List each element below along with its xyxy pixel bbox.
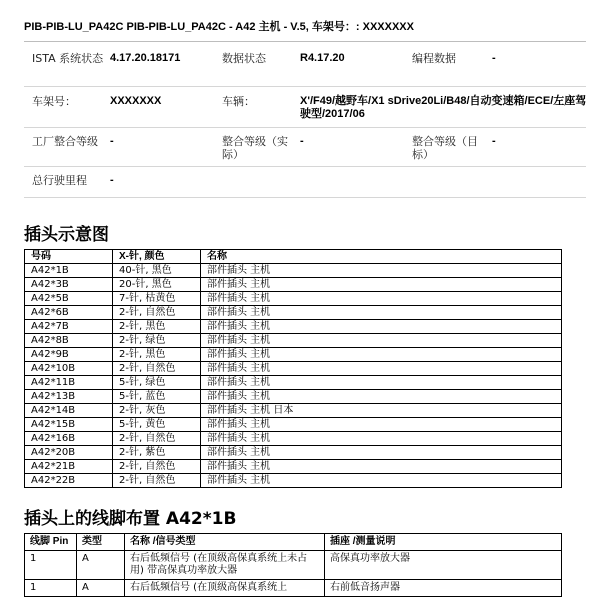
connector-number-cell: A42*20B <box>25 446 113 460</box>
connector-name-cell: 部件插头 主机 <box>201 418 562 432</box>
target-level-label: 整合等级（目标） <box>412 135 478 161</box>
table-row <box>25 446 562 460</box>
table-row <box>25 474 562 488</box>
table-row <box>25 580 562 597</box>
socket-description-cell: 右前低音扬声器 <box>325 580 562 597</box>
mileage-value: - <box>110 174 114 186</box>
connector-number-cell: A42*7B <box>25 320 113 334</box>
table-row <box>25 362 562 376</box>
connector-name-cell: 部件插头 主机 <box>201 278 562 292</box>
ista-status-label: ISTA 系统状态 <box>32 52 104 65</box>
pin-number-cell: 1 <box>25 580 77 597</box>
table-row <box>25 460 562 474</box>
column-header-type: 类型 <box>77 534 125 551</box>
connector-table <box>24 249 562 488</box>
document-header <box>24 18 586 42</box>
table-row <box>25 334 562 348</box>
pins-color-cell: 2-针, 紫色 <box>113 446 201 460</box>
connector-number-cell: A42*21B <box>25 460 113 474</box>
data-status-label: 数据状态 <box>222 52 266 65</box>
pins-color-cell: 2-针, 黑色 <box>113 320 201 334</box>
table-row <box>25 278 562 292</box>
vin-value: XXXXXXX <box>110 95 162 107</box>
table-header-row <box>25 534 562 551</box>
programming-data-label: 编程数据 <box>412 52 456 65</box>
table-header-row <box>25 250 562 264</box>
connector-name-cell: 部件插头 主机 <box>201 334 562 348</box>
connector-number-cell: A42*1B <box>25 264 113 278</box>
table-row <box>25 376 562 390</box>
actual-level-value: - <box>300 135 304 147</box>
divider <box>24 127 586 128</box>
connector-name-cell: 部件插头 主机 <box>201 390 562 404</box>
table-row <box>25 348 562 362</box>
connector-name-cell: 部件插头 主机 日本 <box>201 404 562 418</box>
pins-color-cell: 5-针, 绿色 <box>113 376 201 390</box>
pins-color-cell: 2-针, 灰色 <box>113 404 201 418</box>
factory-level-label: 工厂整合等级 <box>32 135 98 148</box>
column-header-name: 名称 <box>201 250 562 264</box>
pin-type-cell: A <box>77 551 125 580</box>
pins-color-cell: 2-针, 自然色 <box>113 474 201 488</box>
mileage-label: 总行驶里程 <box>32 174 87 187</box>
connector-number-cell: A42*14B <box>25 404 113 418</box>
vehicle-value: X'/F49/越野车/X1 sDrive20Li/B48/自动变速箱/ECE/左座驾驶型/2017/06 <box>300 95 587 120</box>
connector-section-title: 插头示意图 <box>24 225 109 245</box>
pins-color-cell: 2-针, 自然色 <box>113 432 201 446</box>
connector-name-cell: 部件插头 主机 <box>201 362 562 376</box>
connector-number-cell: A42*10B <box>25 362 113 376</box>
pins-color-cell: 5-针, 黄色 <box>113 418 201 432</box>
table-row <box>25 292 562 306</box>
connector-number-cell: A42*11B <box>25 376 113 390</box>
pin-type-cell: A <box>77 580 125 597</box>
connector-number-cell: A42*8B <box>25 334 113 348</box>
table-row <box>25 418 562 432</box>
connector-number-cell: A42*15B <box>25 418 113 432</box>
connector-name-cell: 部件插头 主机 <box>201 446 562 460</box>
connector-number-cell: A42*6B <box>25 306 113 320</box>
table-row <box>25 306 562 320</box>
table-row <box>25 390 562 404</box>
pins-color-cell: 20-针, 黑色 <box>113 278 201 292</box>
pins-color-cell: 2-针, 黑色 <box>113 348 201 362</box>
divider <box>24 86 586 87</box>
pins-color-cell: 2-针, 自然色 <box>113 306 201 320</box>
pin-section-title: 插头上的线脚布置 A42*1B <box>24 509 237 529</box>
pins-color-cell: 2-针, 绿色 <box>113 334 201 348</box>
connector-number-cell: A42*13B <box>25 390 113 404</box>
pins-color-cell: 7-针, 枯黄色 <box>113 292 201 306</box>
divider <box>24 197 586 198</box>
column-header-number: 号码 <box>25 250 113 264</box>
column-header-pins-color: X-针, 颜色 <box>113 250 201 264</box>
table-row <box>25 551 562 580</box>
data-status-value: R4.17.20 <box>300 52 345 64</box>
connector-number-cell: A42*9B <box>25 348 113 362</box>
connector-number-cell: A42*16B <box>25 432 113 446</box>
table-row <box>25 264 562 278</box>
pins-color-cell: 5-针, 蓝色 <box>113 390 201 404</box>
programming-data-value: - <box>492 52 496 64</box>
connector-name-cell: 部件插头 主机 <box>201 432 562 446</box>
connector-name-cell: 部件插头 主机 <box>201 292 562 306</box>
connector-number-cell: A42*22B <box>25 474 113 488</box>
pin-assignment-table <box>24 533 562 597</box>
connector-name-cell: 部件插头 主机 <box>201 264 562 278</box>
connector-name-cell: 部件插头 主机 <box>201 376 562 390</box>
actual-level-label: 整合等级（实际） <box>222 135 288 161</box>
divider <box>24 166 586 167</box>
column-header-socket: 插座 /测量说明 <box>325 534 562 551</box>
table-row <box>25 320 562 334</box>
connector-name-cell: 部件插头 主机 <box>201 348 562 362</box>
table-row <box>25 404 562 418</box>
connector-name-cell: 部件插头 主机 <box>201 460 562 474</box>
connector-name-cell: 部件插头 主机 <box>201 320 562 334</box>
ista-status-value: 4.17.20.18171 <box>110 52 181 64</box>
document-title: PIB-PIB-LU_PA42C PIB-PIB-LU_PA42C - A42 主机 - V.5, 车架号：: XXXXXXX <box>24 21 414 33</box>
vehicle-label: 车辆： <box>222 95 255 108</box>
pins-color-cell: 2-针, 自然色 <box>113 362 201 376</box>
connector-number-cell: A42*5B <box>25 292 113 306</box>
signal-name-cell: 右后低频信号 (在顶级高保真系统上未占用) 带高保真功率放大器 <box>125 551 325 580</box>
vin-label: 车架号： <box>32 95 76 108</box>
target-level-value: - <box>492 135 496 147</box>
table-row <box>25 432 562 446</box>
connector-name-cell: 部件插头 主机 <box>201 474 562 488</box>
factory-level-value: - <box>110 135 114 147</box>
connector-name-cell: 部件插头 主机 <box>201 306 562 320</box>
signal-name-cell: 右后低频信号 (在顶级高保真系统上 <box>125 580 325 597</box>
connector-number-cell: A42*3B <box>25 278 113 292</box>
socket-description-cell: 高保真功率放大器 <box>325 551 562 580</box>
column-header-signal: 名称 /信号类型 <box>125 534 325 551</box>
column-header-pin: 线脚 Pin <box>25 534 77 551</box>
pin-number-cell: 1 <box>25 551 77 580</box>
pins-color-cell: 2-针, 自然色 <box>113 460 201 474</box>
pins-color-cell: 40-针, 黑色 <box>113 264 201 278</box>
